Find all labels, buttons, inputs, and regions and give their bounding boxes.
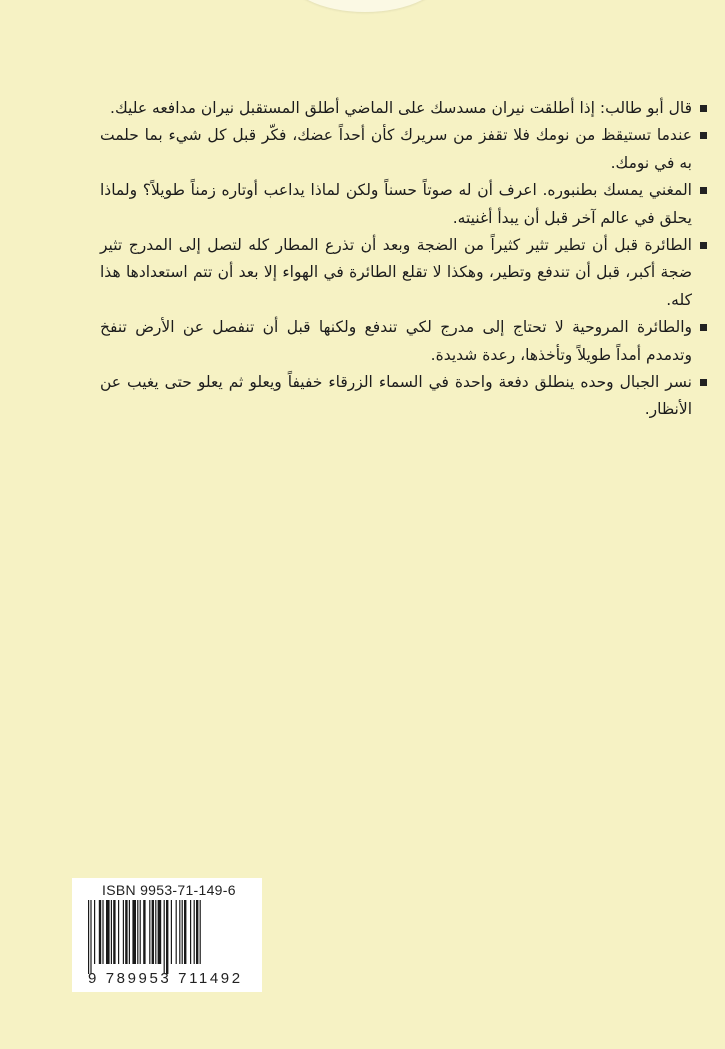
barcode-bar [190, 900, 191, 964]
barcode-bar [140, 900, 141, 964]
quote-item: والطائرة المروحية لا تحتاج إلى مدرج لكي تندفع ولكنها قبل أن تنفصل عن الأرض تنفخ وتدمدم أمداً طويلاً وتأخذها، رعدة شديدة. [100, 314, 708, 369]
quote-item: عندما تستيقظ من نومك فلا تقفز من سريرك كأن أحداً عضك، فكّر قبل كل شيء بما حلمت به في نومك. [100, 122, 708, 177]
barcode-bar [179, 900, 180, 964]
barcode-bars [86, 900, 250, 974]
barcode-bar [125, 900, 127, 964]
barcode-bar [149, 900, 150, 964]
barcode-bar [166, 900, 168, 974]
quote-item: نسر الجبال وحده ينطلق دفعة واحدة في السماء الزرقاء خفيفاً ويعلو ثم يعلو حتى يغيب عن الأنظار. [100, 369, 708, 424]
quote-item: قال أبو طالب: إذا أطلقت نيران مسدسك على الماضي أطلق المستقبل نيران مدافعه عليك. [100, 95, 708, 122]
barcode-bar [137, 900, 138, 964]
quote-item: الطائرة قبل أن تطير تثير كثيراً من الضجة وبعد أن تذرع المطار كله لتصل إلى المدرج تثير ضجة أكبر، قبل أن تندفع وتطير، وهكذا لا تقلع الطائرة في الهواء إلا بعد أن تتم استعدادها هذا كله. [100, 232, 708, 314]
barcode-bar [94, 900, 95, 964]
barcode-bar [88, 900, 89, 974]
isbn-barcode [72, 878, 262, 992]
barcode-bar [132, 900, 136, 964]
barcode-bar [106, 900, 110, 964]
barcode-bar [182, 900, 183, 964]
barcode-bar [164, 900, 165, 974]
barcode-bar [200, 900, 201, 964]
cover-top-tab [285, 0, 445, 12]
barcode-bar [111, 900, 112, 964]
barcode-bar [184, 900, 186, 964]
isbn-label: ISBN 9953-71-149-6 [102, 882, 236, 898]
barcode-bar [123, 900, 124, 964]
quote-item: المغني يمسك بطنبوره. اعرف أن له صوتاً حسناً ولكن لماذا يداعب أوتاره زمناً طويلاً؟ ولماذا يحلق في عالم آخر قبل أن يبدأ أغنيته. [100, 177, 708, 232]
barcode-bar [113, 900, 115, 964]
barcode-bar [129, 900, 130, 964]
barcode-digits: 9 789953 711492 [88, 970, 243, 987]
barcode-bar [118, 900, 119, 964]
barcode-bar [196, 900, 198, 964]
barcode-bar [176, 900, 177, 964]
barcode-bar [194, 900, 195, 964]
barcode-bar [171, 900, 172, 964]
barcode-bar [90, 900, 91, 974]
barcode-bar [143, 900, 145, 964]
barcode-bar [152, 900, 154, 964]
back-cover-quotes [100, 95, 708, 424]
barcode-bar [99, 900, 101, 964]
barcode-bar [102, 900, 103, 964]
barcode-bar [158, 900, 162, 964]
barcode-bar [155, 900, 156, 964]
